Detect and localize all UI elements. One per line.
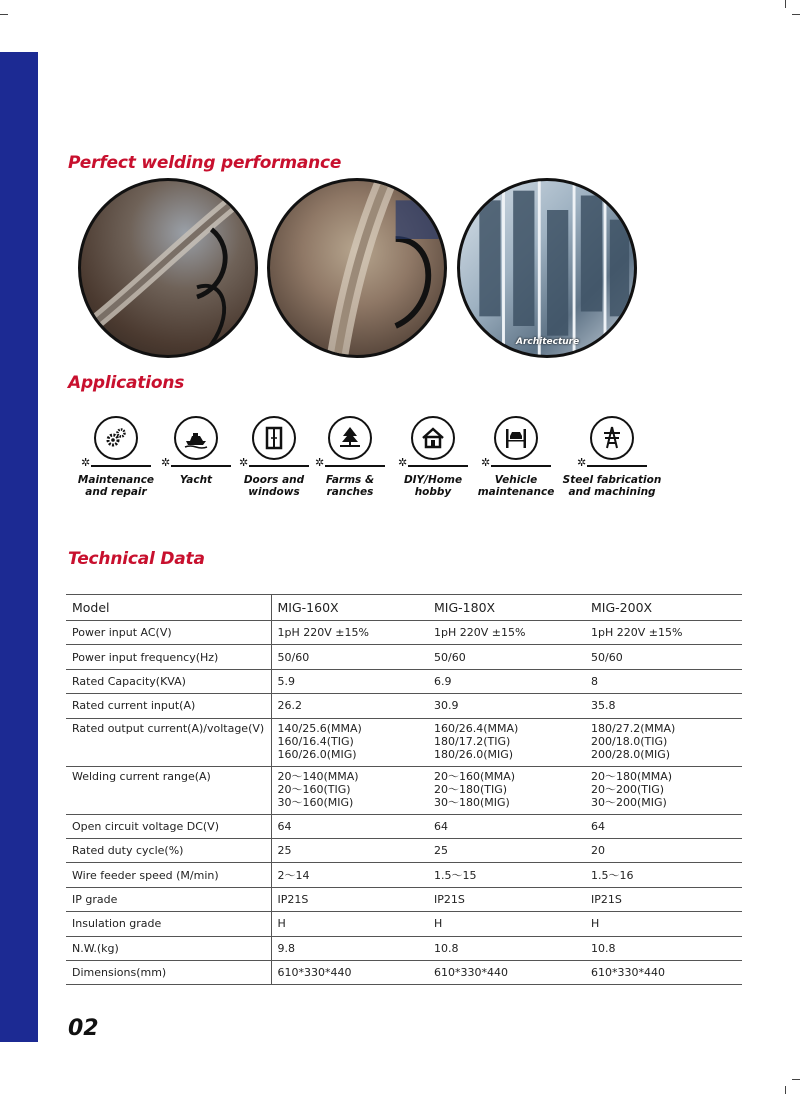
value-cell: 1pH 220V ±15% (271, 621, 428, 645)
param-cell: Rated output current(A)/voltage(V) (66, 718, 271, 766)
value-cell: 10.8 (428, 936, 585, 960)
application-label: Yacht (179, 474, 213, 486)
technical-data-table (66, 594, 742, 985)
door-icon (252, 416, 296, 460)
value-cell: 1pH 220V ±15% (585, 621, 742, 645)
header-cell: Model (66, 595, 271, 621)
value-cell: 610*330*440 (428, 960, 585, 984)
table-row (66, 887, 742, 911)
application-label: Vehicle maintenance (477, 474, 555, 498)
side-bar (0, 52, 38, 1042)
spark-icon: ✲ (577, 457, 587, 469)
value-cell: H (428, 912, 585, 936)
steel-tower-icon (590, 416, 634, 460)
value-cell: 20～160(MMA) 20～180(TIG) 30～180(MIG) (428, 766, 585, 814)
param-cell: Rated current input(A) (66, 694, 271, 718)
technical-data-title: Technical Data (68, 549, 205, 569)
table-row (66, 912, 742, 936)
param-cell: Power input frequency(Hz) (66, 645, 271, 669)
value-cell: 64 (271, 814, 428, 838)
value-cell: 9.8 (271, 936, 428, 960)
value-cell: 1pH 220V ±15% (428, 621, 585, 645)
param-cell: Wire feeder speed (M/min) (66, 863, 271, 887)
value-cell: 6.9 (428, 669, 585, 693)
value-cell: 64 (585, 814, 742, 838)
param-cell: Rated Capacity(KVA) (66, 669, 271, 693)
page-number: 02 (68, 1016, 99, 1041)
value-cell: 64 (428, 814, 585, 838)
header-cell: MIG-200X (585, 595, 742, 621)
value-cell: IP21S (271, 887, 428, 911)
value-cell: 2～14 (271, 863, 428, 887)
spark-icon: ✲ (315, 457, 325, 469)
weld-photo-2 (267, 178, 447, 358)
value-cell: 20 (585, 838, 742, 862)
value-cell: 140/25.6(MMA) 160/16.4(TIG) 160/26.0(MIG) (271, 718, 428, 766)
value-cell: 50/60 (428, 645, 585, 669)
weld-photo-1 (78, 178, 258, 358)
application-item-steel (562, 416, 662, 498)
value-cell: IP21S (428, 887, 585, 911)
spark-icon: ✲ (398, 457, 408, 469)
value-cell: 180/27.2(MMA) 200/18.0(TIG) 200/28.0(MIG) (585, 718, 742, 766)
param-cell: Dimensions(mm) (66, 960, 271, 984)
yacht-icon (174, 416, 218, 460)
crop-mark (792, 1079, 800, 1080)
param-cell: Insulation grade (66, 912, 271, 936)
table-header-row (66, 595, 742, 621)
application-label: Farms & ranches (325, 474, 375, 498)
value-cell: 20～140(MMA) 20～160(TIG) 30～160(MIG) (271, 766, 428, 814)
param-cell: Open circuit voltage DC(V) (66, 814, 271, 838)
value-cell: 8 (585, 669, 742, 693)
crop-mark (785, 0, 786, 8)
value-cell: H (271, 912, 428, 936)
application-label: DIY/Home hobby (403, 474, 463, 498)
value-cell: 160/26.4(MMA) 180/17.2(TIG) 180/26.0(MIG) (428, 718, 585, 766)
table-row (66, 814, 742, 838)
param-cell: N.W.(kg) (66, 936, 271, 960)
performance-title: Perfect welding performance (68, 153, 342, 173)
spark-icon: ✲ (161, 457, 171, 469)
car-lift-icon (494, 416, 538, 460)
value-cell: 30.9 (428, 694, 585, 718)
value-cell: 610*330*440 (585, 960, 742, 984)
tree-bench-icon (328, 416, 372, 460)
value-cell: 20～180(MMA) 20～200(TIG) 30～200(MIG) (585, 766, 742, 814)
value-cell: 25 (271, 838, 428, 862)
spark-icon: ✲ (81, 457, 91, 469)
table-row (66, 621, 742, 645)
value-cell: 35.8 (585, 694, 742, 718)
table-row (66, 863, 742, 887)
value-cell: 26.2 (271, 694, 428, 718)
table-row (66, 838, 742, 862)
param-cell: Welding current range(A) (66, 766, 271, 814)
value-cell: 610*330*440 (271, 960, 428, 984)
value-cell: 5.9 (271, 669, 428, 693)
architecture-label: Architecture (516, 337, 580, 347)
value-cell: 50/60 (585, 645, 742, 669)
applications-title: Applications (68, 373, 185, 393)
table-row (66, 766, 742, 814)
value-cell: 25 (428, 838, 585, 862)
param-cell: Power input AC(V) (66, 621, 271, 645)
value-cell: 1.5～15 (428, 863, 585, 887)
table-row (66, 694, 742, 718)
application-label: Maintenance and repair (77, 474, 155, 498)
crop-mark (785, 1086, 786, 1094)
crop-mark (792, 14, 800, 15)
table-row (66, 669, 742, 693)
value-cell: IP21S (585, 887, 742, 911)
crop-mark (0, 14, 8, 15)
header-cell: MIG-180X (428, 595, 585, 621)
application-item-vehicle (466, 416, 566, 498)
param-cell: Rated duty cycle(%) (66, 838, 271, 862)
param-cell: IP grade (66, 887, 271, 911)
house-icon (411, 416, 455, 460)
table-row (66, 960, 742, 984)
application-label: Doors and windows (243, 474, 305, 498)
value-cell: 10.8 (585, 936, 742, 960)
architecture-photo (457, 178, 637, 358)
spark-icon: ✲ (481, 457, 491, 469)
table-row (66, 645, 742, 669)
value-cell: 1.5～16 (585, 863, 742, 887)
gears-icon (94, 416, 138, 460)
value-cell: 50/60 (271, 645, 428, 669)
application-label: Steel fabrication and machining (562, 474, 662, 498)
spark-icon: ✲ (239, 457, 249, 469)
header-cell: MIG-160X (271, 595, 428, 621)
value-cell: H (585, 912, 742, 936)
table-row (66, 718, 742, 766)
table-row (66, 936, 742, 960)
